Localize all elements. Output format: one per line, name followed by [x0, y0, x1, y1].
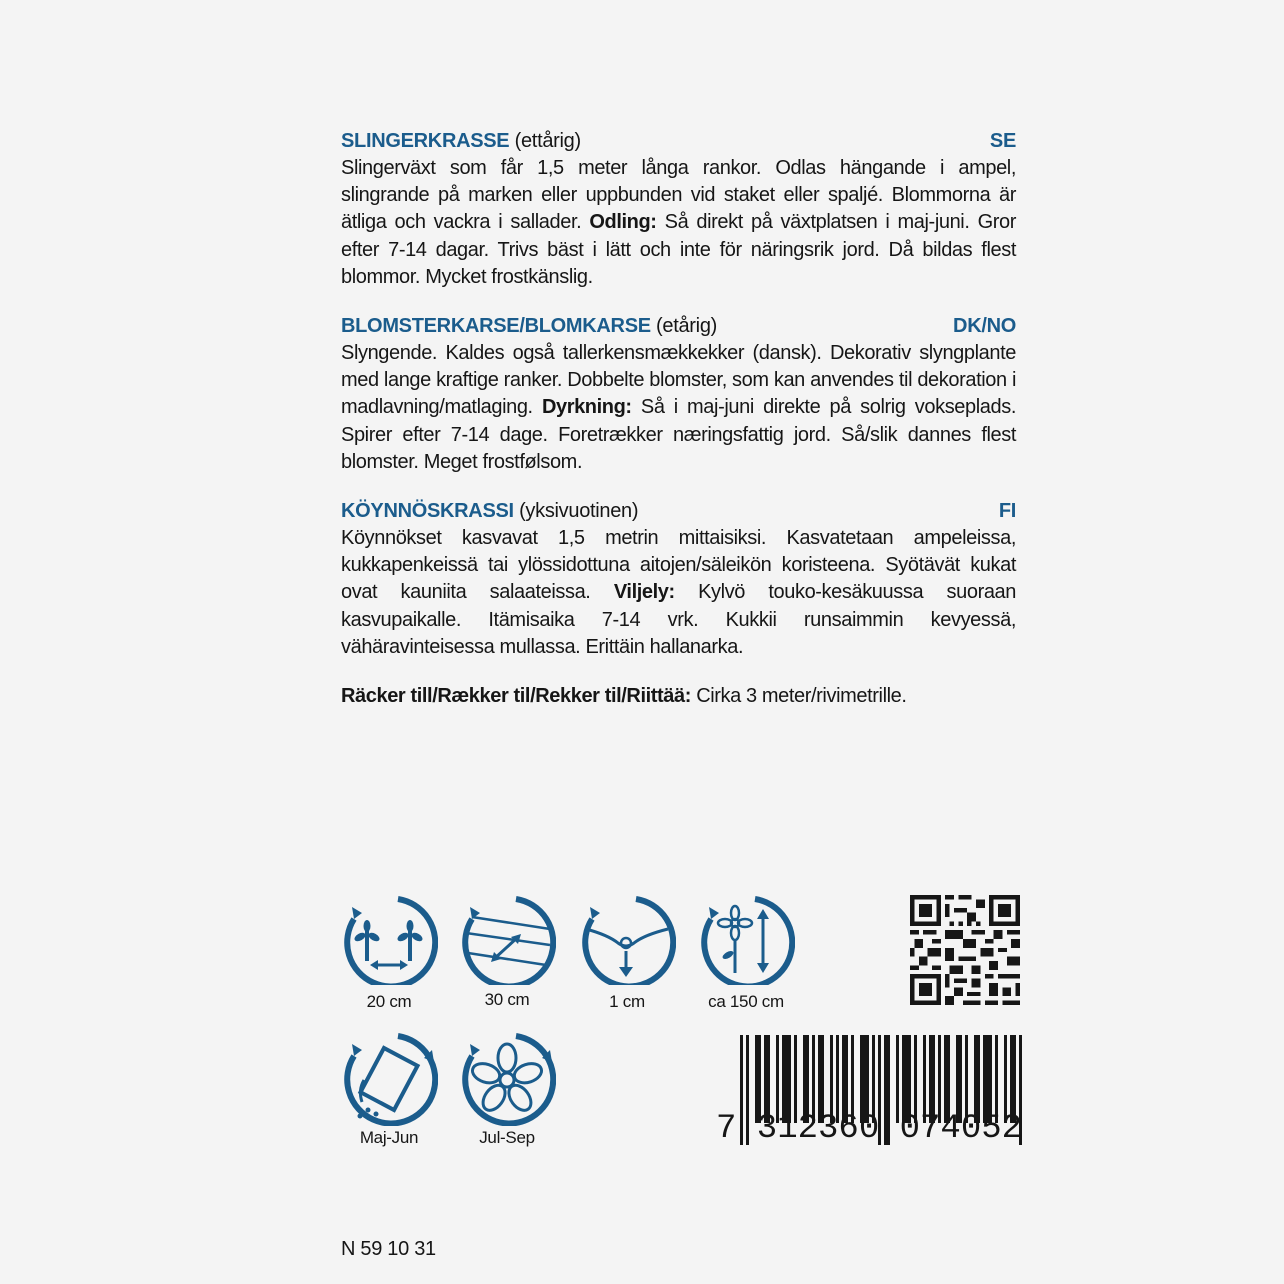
section-title: KÖYNNÖSKRASSI	[341, 500, 514, 523]
section-body	[341, 155, 1016, 291]
plant-spacing-label: 20 cm	[366, 992, 412, 1011]
coverage-value: Cirka 3 meter/rivimetrille.	[691, 685, 907, 708]
section-title: SLINGERKRASSE	[341, 130, 510, 152]
body-text: Slyngende. Kaldes også tallerkensmækkekker (dansk). Dekorativ slyngplante med lange kraftige ranker. Dobbelte blomster, som kan anvendes til dekoration i madlavning/matlaging.	[341, 342, 1016, 419]
section-heading	[341, 498, 1016, 525]
sowing-time-icon	[340, 1030, 438, 1126]
plant-spacing-icon	[340, 893, 438, 985]
language-code: SE	[989, 130, 1016, 152]
body-bold-label: Dyrkning:	[541, 396, 632, 419]
section-subtitle: (yksivuotinen)	[519, 500, 639, 523]
qr-code-icon	[908, 895, 1022, 1005]
section-dk-no	[341, 313, 1016, 476]
body-text: Så i maj-juni direkte på solrig vokseplads. Spirer efter 7-14 dage. Foretrækker næringsfattig jord. Så/slik dannes flest blomster. Meget frostfølsom.	[341, 396, 1017, 473]
flowering-time-icon	[458, 1030, 556, 1126]
body-bold-label: Viljely:	[613, 581, 675, 604]
section-title: BLOMSTERKARSE/BLOMKARSE	[341, 315, 651, 338]
plant-height-label: ca 150 cm	[708, 992, 784, 1011]
coverage-label: Räcker till/Rækker til/Rekker til/Riittää:	[341, 685, 692, 708]
body-text: Slingerväxt som får 1,5 meter långa rankor. Odlas hängande i ampel, slingrande på marken eller uppbunden vid staket eller spaljé. Blommorna är ätliga och vackra i sallader.	[341, 157, 1016, 234]
flowering-time-label: Jul-Sep	[479, 1128, 535, 1147]
sowing-depth-label: 1 cm	[609, 992, 645, 1011]
row-spacing-icon	[458, 893, 556, 985]
article-number: N 59 10 31	[341, 1238, 436, 1260]
language-code: DK/NO	[953, 315, 1016, 338]
body-text: Kylvö touko-kesäkuussa suoraan kasvupaikalle. Itämisaika 7-14 vrk. Kukkii runsaimmin kevyessä, vähäravinteisessa mullassa. Erittäin hallanarka.	[341, 581, 1016, 658]
barcode-number: 7 312360 074052	[716, 1110, 1023, 1148]
language-code: FI	[998, 500, 1016, 523]
section-fi	[341, 498, 1016, 661]
body-text: Så direkt på växtplatsen i maj-juni. Gror efter 7-14 dagar. Trivs bäst i lätt och inte för näringsrik jord. Då bildas flest blommor. Mycket frostkänslig.	[341, 211, 1016, 288]
section-heading	[341, 313, 1016, 340]
section-se	[341, 128, 1016, 291]
body-bold-label: Odling:	[589, 211, 657, 234]
sowing-depth-icon	[578, 893, 676, 985]
section-subtitle: (ettårig)	[514, 130, 581, 152]
coverage-info	[341, 683, 1016, 710]
body-text: Köynnökset kasvavat 1,5 metrin mittaisiksi. Kasvatetaan ampeleissa, kukkapenkeissä tai ylössidottuna aitojen/säleikön koristeena. Syötävät kukat ovat kauniita salaateissa.	[341, 527, 1016, 604]
description-text-area	[341, 128, 1016, 710]
section-body	[341, 525, 1016, 661]
sowing-time-label: Maj-Jun	[359, 1128, 419, 1147]
section-heading	[341, 128, 1016, 155]
row-spacing-label: 30 cm	[484, 990, 530, 1009]
section-subtitle: (etårig)	[656, 315, 717, 338]
plant-height-icon	[697, 893, 795, 985]
section-body	[341, 340, 1016, 476]
